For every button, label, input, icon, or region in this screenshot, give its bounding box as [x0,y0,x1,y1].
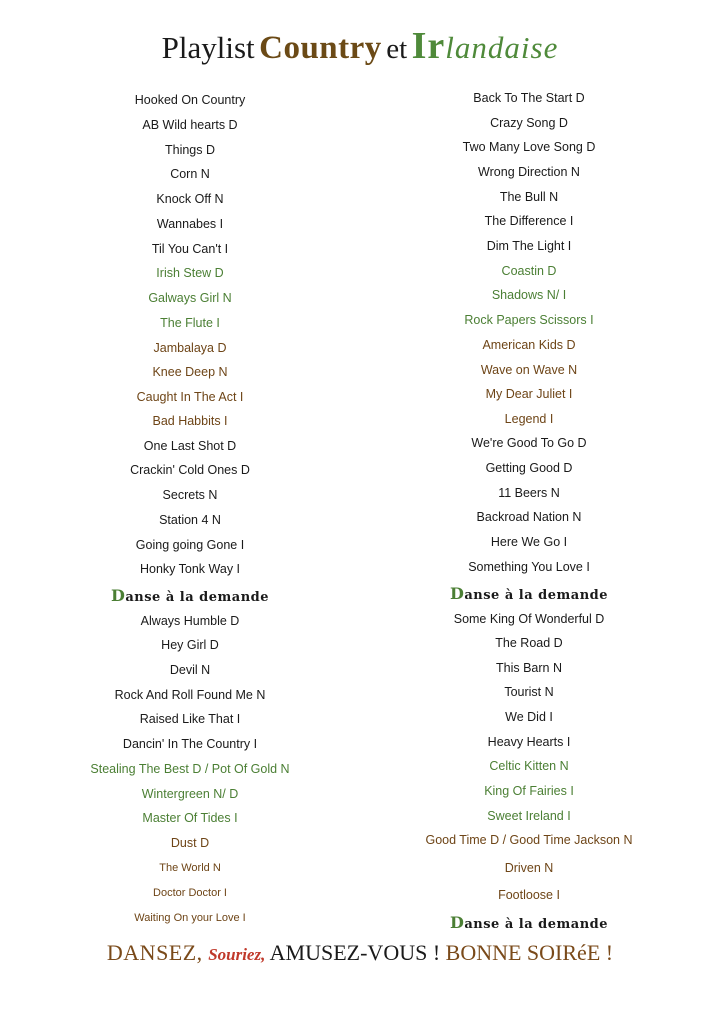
song-entry: Something You Love I [468,560,590,574]
song-entry: Stealing The Best D / Pot Of Gold N [90,762,290,776]
song-entry: Master Of Tides I [142,811,238,825]
song-entry: Raised Like That I [139,712,241,726]
song-entry: Crackin' Cold Ones D [130,463,250,477]
song-entry: Waiting On your Love I [134,912,246,924]
song-entry: Tourist N [504,685,554,699]
title-irlandaise-initial: Ir [411,25,446,67]
song-entry: Doctor Doctor I [153,887,227,899]
song-entry: King Of Fairies I [484,784,574,798]
song-entry: Irish Stew D [156,266,224,280]
song-entry: Knee Deep N [152,365,228,379]
song-entry: Hey Girl D [161,638,219,652]
song-entry: Dancin' In The Country I [122,737,258,751]
song-entry: Getting Good D [485,461,573,475]
footer-souriez: Souriez, [208,945,266,964]
song-entry: Hooked On Country [134,93,246,107]
song-entry: Backroad Nation N [476,510,582,524]
footer-dansez: DANSEZ, [106,940,203,965]
song-entry: Dust D [170,836,210,850]
song-entry: Crazy Song D [490,116,568,130]
song-entry: Wrong Direction N [478,165,580,179]
song-entry: Til You Can't I [151,242,229,256]
song-entry: Knock Off N [156,192,224,206]
danse-a-la-demande-label [450,584,608,603]
song-entry: One Last Shot D [143,439,237,453]
song-entry: Corn N [170,167,210,181]
song-entry: Station 4 N [159,513,221,527]
song-entry: Good Time D / Good Time Jackson N [425,833,633,847]
danse-initial: D [110,586,126,605]
song-entry: Always Humble D [140,614,240,628]
danse-a-la-demande-label [450,913,608,932]
song-entry: Caught In The Act I [136,390,244,404]
song-entry: Shadows N/ I [491,288,567,302]
song-entry: Heavy Hearts I [487,735,571,749]
song-entry: Bad Habbits I [152,414,228,428]
song-entry: The Flute I [160,316,220,330]
song-entry: Going going Gone I [135,538,245,552]
song-entry: American Kids D [482,338,576,352]
song-entry: The World N [159,862,221,874]
song-entry: Devil N [169,663,211,677]
song-entry: Dim The Light I [486,239,572,253]
song-entry: Coastin D [501,264,557,278]
song-entry: The Bull N [499,190,559,204]
song-entry: Jambalaya D [153,341,227,355]
song-entry: Honky Tonk Way I [139,562,241,576]
song-entry: Secrets N [162,488,218,502]
danse-initial: D [449,913,465,932]
song-entry: The Road D [495,636,563,650]
song-entry: Back To The Start D [473,91,585,105]
danse-rest: anse à la demande [464,588,609,603]
song-entry: Celtic Kitten N [489,759,569,773]
song-entry: Things D [164,143,216,157]
song-entry: Driven N [504,861,554,875]
song-entry: We're Good To Go D [471,436,587,450]
song-entry: AB Wild hearts D [142,118,238,132]
danse-rest: anse à la demande [464,917,609,932]
song-entry: Sweet Ireland I [487,809,571,823]
song-entry: Legend I [504,412,554,426]
title-playlist: Playlist [161,30,255,65]
danse-initial: D [449,584,465,603]
footer-amusez-vous: AMUSEZ-VOUS ! [269,940,441,965]
title-country: Country [259,30,382,66]
song-entry: 11 Beers N [498,486,560,500]
song-entry: The Difference I [484,214,574,228]
title-irlandaise-rest: landaise [445,30,559,65]
song-entry: My Dear Juliet I [485,387,573,401]
song-entry: Some King Of Wonderful D [453,612,605,626]
danse-rest: anse à la demande [125,590,270,605]
song-entry: Galways Girl N [148,291,232,305]
song-entry: Wintergreen N/ D [141,787,239,801]
song-entry: Rock Papers Scissors I [464,313,594,327]
song-entry: Rock And Roll Found Me N [114,688,266,702]
song-entry: Wave on Wave N [480,363,578,377]
song-entry: Footloose I [498,888,560,902]
song-entry: Two Many Love Song D [462,140,596,154]
song-entry: We Did I [505,710,553,724]
song-entry: This Barn N [496,661,562,675]
song-entry: Here We Go I [490,535,568,549]
title-et: et [386,33,408,65]
footer-bonne-soiree: BONNE SOIRéE ! [445,940,614,965]
song-entry: Wannabes I [156,217,224,231]
footer-message [0,940,720,966]
